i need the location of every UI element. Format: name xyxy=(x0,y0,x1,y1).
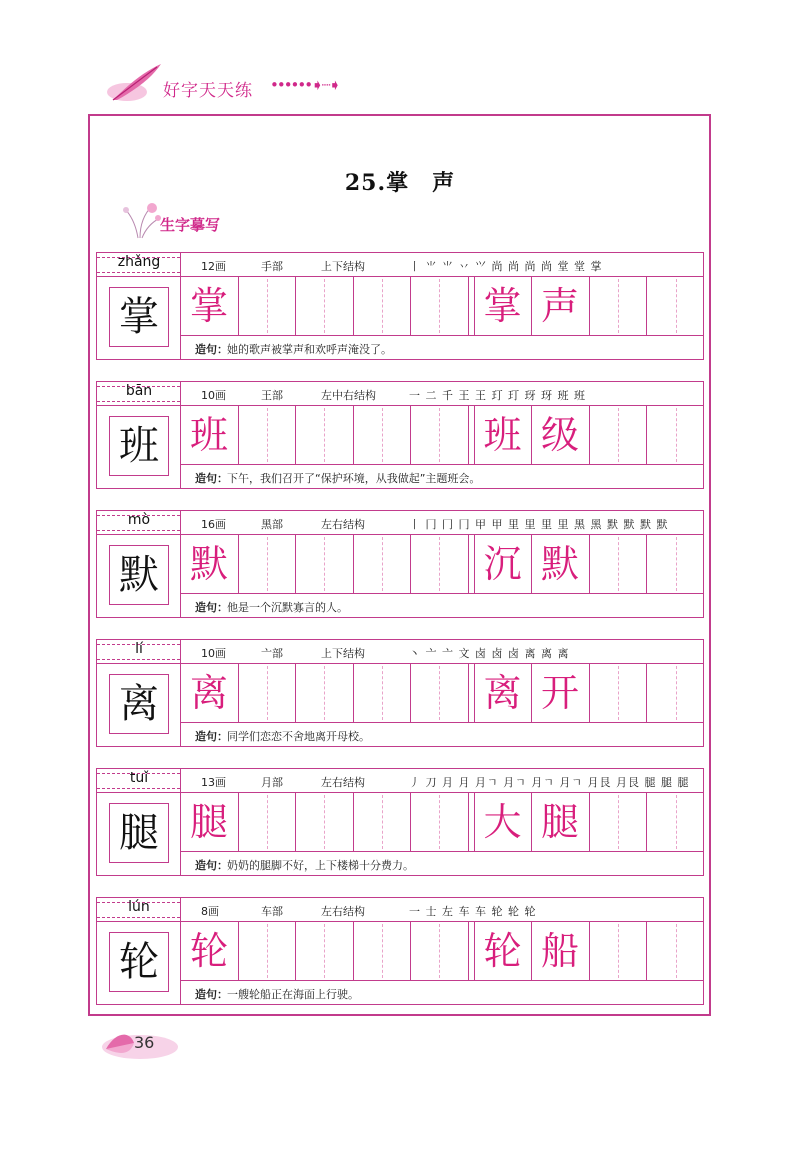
model-character-box xyxy=(109,416,169,476)
stroke-order: 一 士 左 车 车 轮 轮 轮 xyxy=(409,905,537,918)
writing-cell xyxy=(590,922,648,980)
character-info xyxy=(181,253,703,277)
writing-cell xyxy=(647,406,705,464)
writing-cell xyxy=(475,406,533,464)
pinyin: lún xyxy=(128,899,150,915)
writing-cell xyxy=(296,406,354,464)
writing-cell xyxy=(181,277,239,335)
model-character-box xyxy=(109,932,169,992)
writing-cell xyxy=(354,406,412,464)
writing-cell xyxy=(532,277,590,335)
writing-cell xyxy=(354,535,412,593)
structure: 上下结构 xyxy=(321,647,365,660)
flower-icon xyxy=(118,200,162,240)
writing-cell xyxy=(647,922,705,980)
sentence-label: 造句： xyxy=(195,859,228,872)
writing-cell xyxy=(239,922,297,980)
sentence-label: 造句： xyxy=(195,343,228,356)
writing-cell xyxy=(647,793,705,851)
sentence-text: 一艘轮船正在海面上行驶。 xyxy=(227,988,359,1001)
writing-cell xyxy=(532,793,590,851)
stroke-count: 13画 xyxy=(201,776,226,789)
structure: 左右结构 xyxy=(321,776,365,789)
trace-character: 掌 xyxy=(189,284,228,328)
stroke-order: 丶 亠 亠 文 卤 卤 卤 离 离 离 xyxy=(409,647,570,660)
model-column xyxy=(97,793,181,876)
pinyin-box xyxy=(97,640,181,664)
trace-character: 离 xyxy=(189,671,228,715)
word-character: 离 xyxy=(483,671,522,715)
character-practice-block xyxy=(96,510,704,618)
page-footer xyxy=(100,1025,180,1065)
writing-cell xyxy=(411,922,469,980)
pinyin-box xyxy=(97,769,181,793)
model-character-box xyxy=(109,674,169,734)
sentence-text: 她的歌声被掌声和欢呼声淹没了。 xyxy=(227,343,392,356)
model-character: 掌 xyxy=(119,294,159,340)
writing-cell xyxy=(532,922,590,980)
writing-cell xyxy=(354,922,412,980)
page-header xyxy=(105,60,445,110)
model-character-box xyxy=(109,287,169,347)
writing-grid xyxy=(181,793,703,852)
stroke-order: 丨 ⺌ ⺌ 丷 ⺍ 尚 尚 尚 尚 堂 堂 掌 xyxy=(409,260,603,273)
pinyin: tuǐ xyxy=(129,770,149,786)
word-character: 声 xyxy=(540,284,579,328)
header-title: 好字天天练 xyxy=(163,81,253,101)
writing-cell xyxy=(354,793,412,851)
stroke-order: 丿 刀 月 月 月ㄱ 月ㄱ 月ㄱ 月ㄱ 月艮 月艮 腿 腿 腿 xyxy=(409,776,690,789)
writing-cell xyxy=(647,664,705,722)
writing-cell xyxy=(296,793,354,851)
writing-cell xyxy=(475,535,533,593)
writing-cell xyxy=(475,922,533,980)
writing-cell xyxy=(590,535,648,593)
stroke-count: 16画 xyxy=(201,518,226,531)
writing-cell xyxy=(590,793,648,851)
example-sentence xyxy=(181,852,703,876)
writing-cell xyxy=(647,277,705,335)
trace-character: 轮 xyxy=(189,929,228,973)
pinyin-box xyxy=(97,253,181,277)
section-heading xyxy=(118,200,298,240)
stroke-count: 12画 xyxy=(201,260,226,273)
writing-grid xyxy=(181,277,703,336)
model-column xyxy=(97,535,181,618)
example-sentence xyxy=(181,336,703,360)
character-practice-block xyxy=(96,768,704,876)
writing-cell xyxy=(239,277,297,335)
model-character: 班 xyxy=(119,423,159,469)
pinyin: bān xyxy=(125,383,153,399)
radical: 亠部 xyxy=(261,647,283,660)
word-character: 大 xyxy=(483,800,522,844)
writing-cell xyxy=(475,664,533,722)
writing-cell xyxy=(296,664,354,722)
writing-cell xyxy=(590,664,648,722)
pinyin-box xyxy=(97,898,181,922)
character-practice-block xyxy=(96,897,704,1005)
writing-cell xyxy=(532,664,590,722)
word-character: 开 xyxy=(540,671,579,715)
structure: 左中右结构 xyxy=(321,389,376,402)
writing-cell xyxy=(411,664,469,722)
stroke-order: 丨 冂 冂 冂 甲 甲 里 里 里 里 黑 黑 默 默 默 默 xyxy=(409,518,669,531)
writing-cell xyxy=(239,664,297,722)
trace-character: 腿 xyxy=(189,800,228,844)
sentence-text: 下午，我们召开了“保护环境，从我做起”主题班会。 xyxy=(227,472,481,485)
writing-grid xyxy=(181,664,703,723)
writing-cell xyxy=(296,277,354,335)
word-character: 船 xyxy=(540,929,579,973)
pinyin-box xyxy=(97,382,181,406)
structure: 上下结构 xyxy=(321,260,365,273)
writing-cell xyxy=(296,922,354,980)
writing-cell xyxy=(532,406,590,464)
writing-cell xyxy=(590,277,648,335)
writing-cell xyxy=(411,406,469,464)
trace-character: 班 xyxy=(189,413,228,457)
radical: 黑部 xyxy=(261,518,283,531)
stroke-count: 8画 xyxy=(201,905,219,918)
sentence-text: 奶奶的腿脚不好，上下楼梯十分费力。 xyxy=(227,859,414,872)
model-character-box xyxy=(109,803,169,863)
writing-cell xyxy=(475,277,533,335)
model-character: 腿 xyxy=(119,810,159,856)
model-column xyxy=(97,406,181,489)
sentence-label: 造句： xyxy=(195,988,228,1001)
writing-cell xyxy=(181,406,239,464)
word-character: 沉 xyxy=(483,542,522,586)
quill-pen-icon xyxy=(105,60,165,106)
writing-cell xyxy=(181,793,239,851)
model-column xyxy=(97,277,181,360)
writing-cell xyxy=(239,535,297,593)
sentence-text: 同学们恋恋不舍地离开母校。 xyxy=(227,730,370,743)
word-character: 掌 xyxy=(483,284,522,328)
writing-grid xyxy=(181,406,703,465)
section-label: 生字摹写 xyxy=(160,216,221,234)
model-column xyxy=(97,664,181,747)
word-character: 轮 xyxy=(483,929,522,973)
character-info xyxy=(181,640,703,664)
word-character: 腿 xyxy=(540,800,579,844)
character-info xyxy=(181,382,703,406)
pinyin: mò xyxy=(127,512,151,528)
model-character: 轮 xyxy=(119,939,159,985)
example-sentence xyxy=(181,465,703,489)
sentence-label: 造句： xyxy=(195,472,228,485)
character-info xyxy=(181,898,703,922)
model-character-box xyxy=(109,545,169,605)
writing-cell xyxy=(590,406,648,464)
writing-cell xyxy=(532,535,590,593)
trace-character: 默 xyxy=(189,542,228,586)
writing-cell xyxy=(411,793,469,851)
writing-cell xyxy=(411,535,469,593)
writing-grid xyxy=(181,922,703,981)
character-practice-block xyxy=(96,381,704,489)
writing-cell xyxy=(296,535,354,593)
stroke-count: 10画 xyxy=(201,389,226,402)
character-practice-block xyxy=(96,639,704,747)
writing-cell xyxy=(181,535,239,593)
stroke-order: 一 二 千 王 王 玎 玎 玡 玡 班 班 xyxy=(409,389,586,402)
structure: 左右结构 xyxy=(321,905,365,918)
pinyin: zhǎng xyxy=(117,254,161,270)
radical: 手部 xyxy=(261,260,283,273)
character-info xyxy=(181,769,703,793)
page-number: 36 xyxy=(134,1033,155,1052)
word-character: 班 xyxy=(483,413,522,457)
pinyin: lí xyxy=(135,641,143,657)
radical: 月部 xyxy=(261,776,283,789)
structure: 左右结构 xyxy=(321,518,365,531)
writing-cell xyxy=(475,793,533,851)
example-sentence xyxy=(181,981,703,1005)
writing-cell xyxy=(239,406,297,464)
sentence-label: 造句： xyxy=(195,730,228,743)
model-column xyxy=(97,922,181,1005)
writing-cell xyxy=(354,277,412,335)
pinyin-box xyxy=(97,511,181,535)
example-sentence xyxy=(181,723,703,747)
header-arrows: ••••••➧┈➧ xyxy=(270,76,340,94)
model-character: 默 xyxy=(119,552,159,598)
lesson-title: 25.掌 声 xyxy=(344,170,456,196)
character-info xyxy=(181,511,703,535)
model-character: 离 xyxy=(119,681,159,727)
character-practice-block xyxy=(96,252,704,360)
writing-cell xyxy=(411,277,469,335)
writing-grid xyxy=(181,535,703,594)
stroke-count: 10画 xyxy=(201,647,226,660)
writing-cell xyxy=(647,535,705,593)
writing-cell xyxy=(181,922,239,980)
writing-cell xyxy=(354,664,412,722)
word-character: 级 xyxy=(540,413,579,457)
sentence-label: 造句： xyxy=(195,601,228,614)
sentence-text: 他是一个沉默寡言的人。 xyxy=(227,601,348,614)
example-sentence xyxy=(181,594,703,618)
word-character: 默 xyxy=(540,542,579,586)
writing-cell xyxy=(239,793,297,851)
radical: 王部 xyxy=(261,389,283,402)
radical: 车部 xyxy=(261,905,283,918)
writing-cell xyxy=(181,664,239,722)
